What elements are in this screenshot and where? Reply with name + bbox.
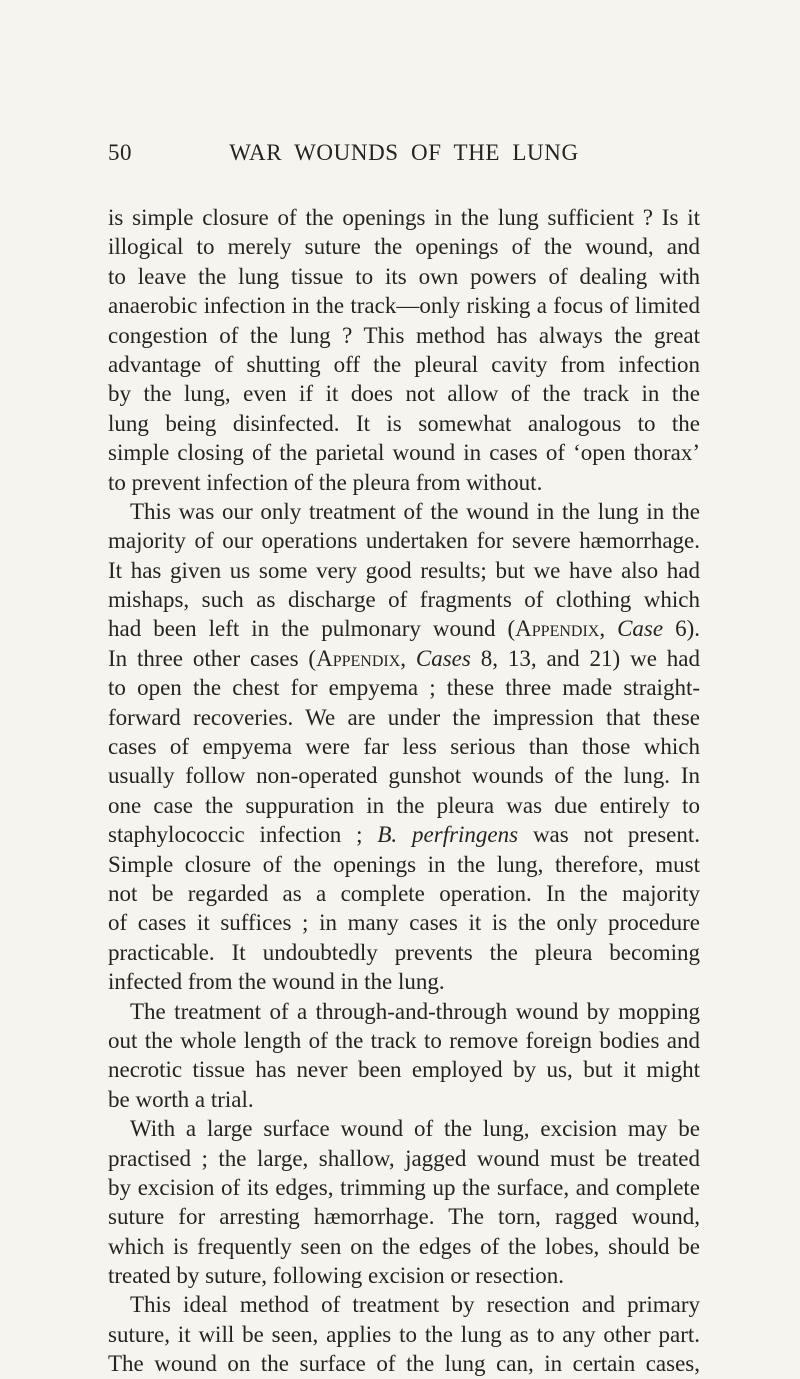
appendix-reference: Appendix xyxy=(515,616,600,642)
text-line: which is frequently seen on the edges of the lobes, should be xyxy=(108,1233,700,1259)
text-line: usually follow non-operated gunshot wounds of the lung. In xyxy=(108,763,700,789)
text-line: advantage of shutting off the pleural cavity from infection xyxy=(108,351,700,377)
text-line: It has given us some very good results; but we have also had xyxy=(108,557,700,583)
text-run: , xyxy=(599,616,618,642)
text-line: illogical to merely suture the openings of the wound, and xyxy=(108,234,700,260)
text-line: suture, it will be seen, applies to the lung as to any other part. xyxy=(108,1321,700,1347)
text-line: not be regarded as a complete operation. In the majority xyxy=(108,880,700,906)
text-run: staphylococcic infection ; xyxy=(108,822,378,848)
species-name: B. perfringens xyxy=(377,822,519,848)
text-line: out the whole length of the track to remove foreign bodies and xyxy=(108,1027,700,1053)
text-line: simple closing of the parietal wound in cases of ‘open thorax’ xyxy=(108,440,700,466)
running-header xyxy=(108,140,700,174)
text-line xyxy=(108,614,700,643)
text-line: treated by suture, following excision or resection. xyxy=(108,1263,565,1289)
text-line: congestion of the lung ? This method has always the great xyxy=(108,322,700,348)
text-line: lung being disinfected. It is somewhat analogous to the xyxy=(108,410,700,436)
text-line: by excision of its edges, trimming up the surface, and complete xyxy=(108,1174,700,1200)
appendix-reference: Appendix xyxy=(316,645,401,671)
paragraph-start: With a large surface wound of the lung, excision may be xyxy=(130,1116,700,1142)
text-run: In three other cases ( xyxy=(108,645,317,671)
text-line: to open the chest for empyema ; these three made straight- xyxy=(108,675,700,701)
text-line: infected from the wound in the lung. xyxy=(108,969,445,995)
text-run: 8, 13, and 21) we had xyxy=(470,645,700,671)
text-line: by the lung, even if it does not allow of the track in the xyxy=(108,381,700,407)
paragraph-start: The treatment of a through-and-through wound by mopping xyxy=(130,998,700,1024)
text-line: of cases it suffices ; in many cases it is the only procedure xyxy=(108,910,700,936)
text-line: to leave the lung tissue to its own powers of dealing with xyxy=(108,263,700,289)
body-text xyxy=(108,203,700,1379)
text-line: forward recoveries. We are under the impression that these xyxy=(108,704,700,730)
cases-reference: Cases xyxy=(415,645,471,671)
text-run: , xyxy=(400,645,416,671)
text-line xyxy=(108,644,700,673)
text-run: 6). xyxy=(663,616,700,642)
page-number: 50 xyxy=(108,140,132,165)
text-line: is simple closure of the openings in the lung sufficient ? Is it xyxy=(108,205,700,230)
running-title: WAR WOUNDS OF THE LUNG xyxy=(229,140,579,165)
text-line: majority of our operations undertaken for severe hæmorrhage. xyxy=(108,528,700,554)
text-line: one case the suppuration in the pleura was due entirely to xyxy=(108,792,700,818)
paragraph-start: This ideal method of treatment by resection and primary xyxy=(130,1292,700,1318)
text-line: suture for arresting hæmorrhage. The torn, ragged wound, xyxy=(108,1204,700,1230)
paragraph-start: This was our only treatment of the wound in the lung in the xyxy=(130,498,700,524)
text-line: Simple closure of the openings in the lung, therefore, must xyxy=(108,851,700,877)
text-line: necrotic tissue has never been employed by us, but it might xyxy=(108,1057,700,1083)
text-line: The wound on the surface of the lung can, in certain cases, xyxy=(108,1351,700,1377)
text-line xyxy=(108,820,700,849)
text-line: cases of empyema were far less serious than those which xyxy=(108,734,700,760)
text-run: had been left in the pulmonary wound ( xyxy=(108,616,516,642)
text-line: be worth a trial. xyxy=(108,1086,254,1112)
case-reference: Case xyxy=(617,616,664,642)
text-run: was not present. xyxy=(518,822,700,848)
text-line: anaerobic infection in the track—only risking a focus of limited xyxy=(108,293,700,319)
text-line: practised ; the large, shallow, jagged wound must be treated xyxy=(108,1145,700,1171)
text-line: to prevent infection of the pleura from without. xyxy=(108,469,543,495)
text-line: practicable. It undoubtedly prevents the pleura becoming xyxy=(108,939,700,965)
text-line: mishaps, such as discharge of fragments of clothing which xyxy=(108,587,700,613)
